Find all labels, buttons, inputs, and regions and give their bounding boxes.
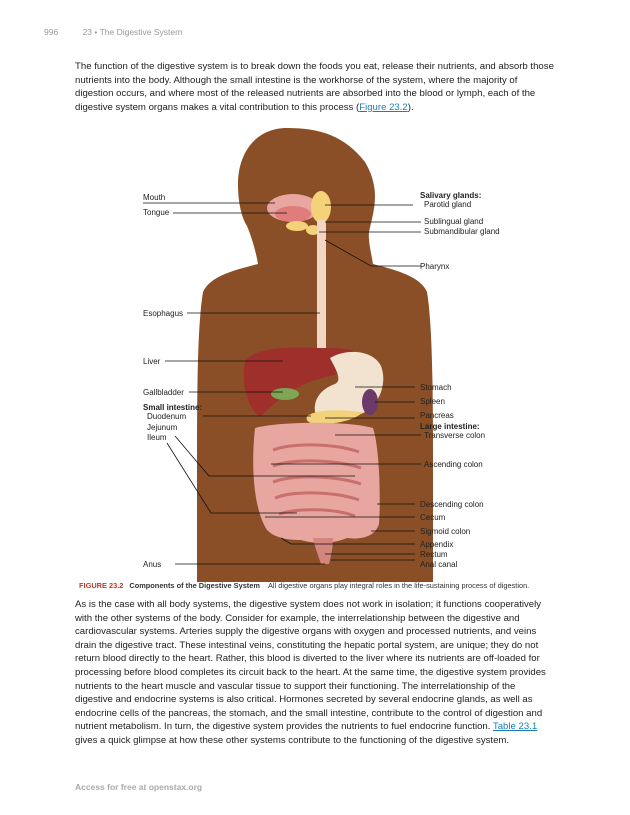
label-anus: Anus: [143, 560, 162, 569]
label-ileum: Ileum: [147, 433, 167, 442]
label-descending-colon: Descending colon: [420, 500, 484, 509]
label-liver: Liver: [143, 357, 161, 366]
label-cecum: Cecum: [420, 513, 446, 522]
label-small-intestine: Small intestine:: [143, 403, 203, 412]
figure-title: Components of the Digestive System: [129, 581, 260, 590]
label-jejunum: Jejunum: [147, 423, 178, 432]
label-gallbladder: Gallbladder: [143, 388, 184, 397]
body-text: As is the case with all body systems, the digestive system does not work in isolation; it functions cooperatively with the other systems of the body. Consider for example, the interrelationship between the digestive and cardiovascular systems. Arteries supply the digestive organs with oxygen and processed nutrients, and veins drain the digestive tract. These intestinal veins, constituting the hepatic portal system, are unique; they do not return blood directly to the heart. Rather, this blood is diverted to the liver where its nutrients are off-loaded for processing before blood completes its circuit back to the heart. At the same time, the digestive system provides nutrients to the heart muscle and vascular tissue to support their functioning. The interrelationship of the digestive and endocrine systems is also critical. Hormones secreted by several endocrine glands, as well as endocrine cells of the pancreas, the stomach, and the small intestine, contribute to the control of digestion and nutrient metabolism. In turn, the digestive system provides the nutrients to fuel endocrine function.: [75, 599, 546, 733]
figure-number: FIGURE 23.2: [79, 581, 124, 590]
label-rectum: Rectum: [420, 550, 448, 559]
tongue: [275, 206, 311, 222]
intro-paragraph: [75, 60, 555, 114]
digestive-system-figure: [75, 112, 555, 582]
intro-text-end: ).: [407, 101, 414, 113]
label-mouth: Mouth: [143, 193, 166, 202]
intro-text: The function of the digestive system is to break down the foods you eat, release their nutrients, and absorb those nutrients into the body. Although the small intestine is the workhorse of the system, where the majority of digestion occurs, and where most of the released nutrients are absorbed into the blood or lymph, each of the digestive system organs makes a vital contribution to this process (: [75, 61, 554, 113]
label-sigmoid-colon: Sigmoid colon: [420, 527, 471, 536]
label-parotid: Parotid gland: [424, 200, 472, 209]
body-paragraph: [75, 598, 555, 748]
label-stomach: Stomach: [420, 383, 452, 392]
figure-link[interactable]: Figure 23.2: [359, 101, 408, 113]
table-link[interactable]: Table 23.1: [492, 721, 538, 733]
label-anal-canal: Anal canal: [420, 560, 458, 569]
gallbladder-organ: [271, 388, 299, 400]
label-esophagus: Esophagus: [143, 309, 184, 318]
page-footer: Access for free at openstax.org: [75, 782, 203, 792]
figure-caption-text: All digestive organs play integral roles in the life-sustaining process of digestion.: [267, 581, 530, 590]
sublingual-gland: [286, 221, 308, 231]
body-text-end: gives a quick glimpse at how these other systems contribute to the functioning of the digestive system.: [75, 734, 510, 746]
label-transverse-colon: Transverse colon: [424, 431, 486, 440]
label-pharynx: Pharynx: [420, 262, 450, 271]
label-submandibular: Submandibular gland: [424, 227, 500, 236]
page-number: 996: [44, 27, 59, 37]
label-tongue: Tongue: [143, 208, 170, 217]
label-sublingual: Sublingual gland: [424, 217, 484, 226]
label-large-intestine: Large intestine:: [420, 422, 480, 431]
label-spleen: Spleen: [420, 397, 445, 406]
label-appendix: Appendix: [420, 540, 454, 549]
label-pancreas: Pancreas: [420, 411, 454, 420]
esophagus-tube: [317, 220, 326, 366]
label-salivary-glands: Salivary glands:: [420, 191, 482, 200]
parotid-gland: [311, 191, 331, 223]
page-header: [44, 27, 182, 37]
label-ascending-colon: Ascending colon: [424, 460, 483, 469]
chapter-title: 23 • The Digestive System: [82, 27, 183, 37]
figure-caption: [79, 581, 559, 590]
label-duodenum: Duodenum: [147, 412, 187, 421]
